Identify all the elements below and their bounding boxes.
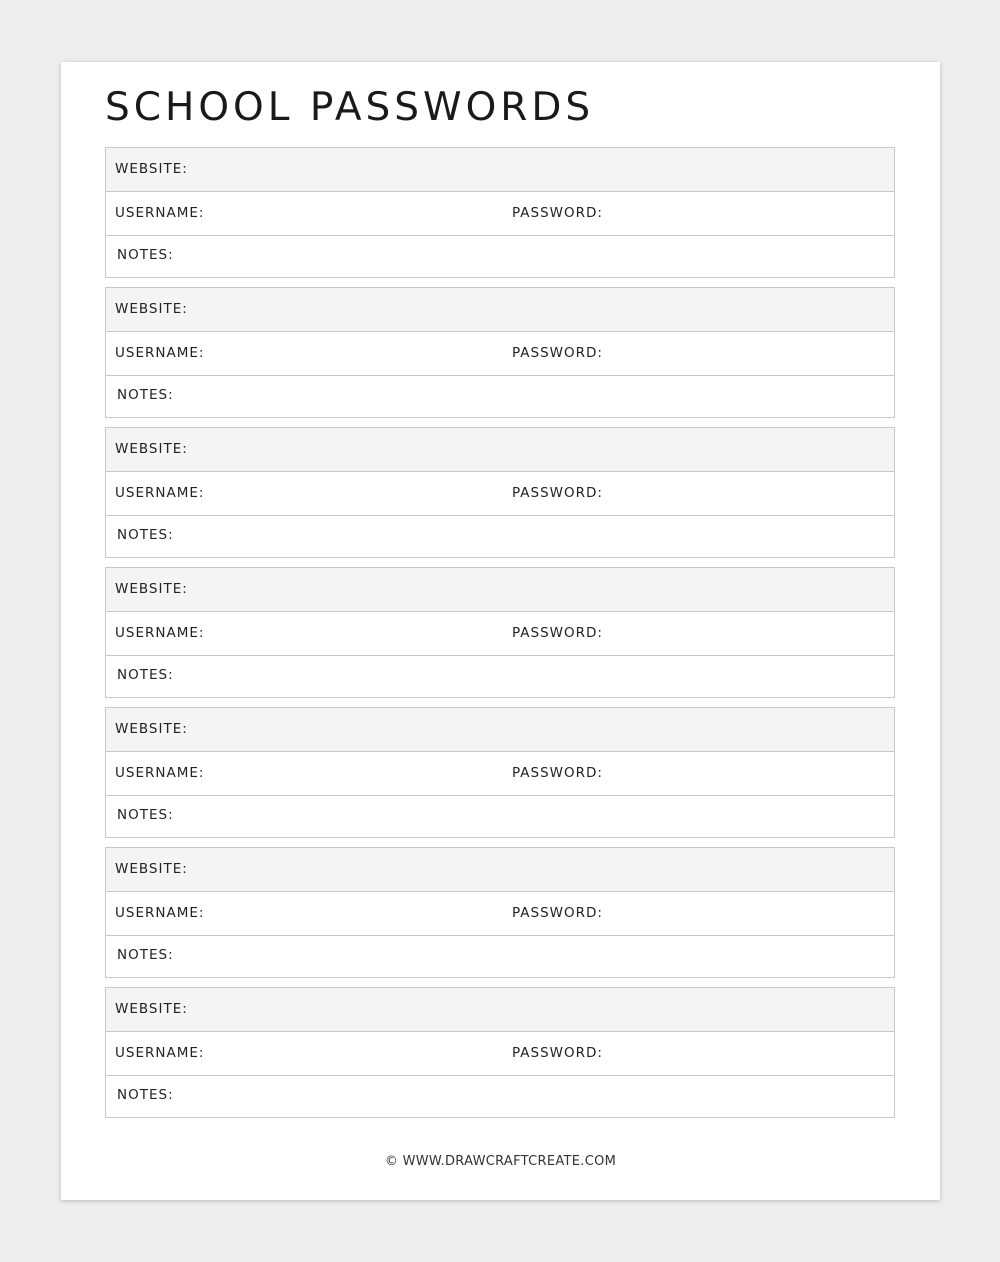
website-label: WEBSITE: — [115, 721, 188, 737]
website-row — [106, 148, 894, 192]
username-label: USERNAME: — [115, 205, 205, 221]
notes-row — [106, 656, 894, 697]
password-entries — [105, 147, 895, 1127]
website-row — [106, 708, 894, 752]
website-label: WEBSITE: — [115, 581, 188, 597]
password-entry — [105, 147, 895, 278]
website-label: WEBSITE: — [115, 161, 188, 177]
notes-label: NOTES: — [117, 1087, 174, 1103]
copyright-footer: © WWW.DRAWCRAFTCREATE.COM — [384, 1154, 617, 1169]
password-label: PASSWORD: — [512, 765, 603, 781]
website-row — [106, 988, 894, 1032]
password-entry — [105, 707, 895, 838]
credentials-row — [106, 192, 894, 236]
notes-label: NOTES: — [117, 807, 174, 823]
website-label: WEBSITE: — [115, 301, 188, 317]
notes-label: NOTES: — [117, 667, 174, 683]
username-label: USERNAME: — [115, 1045, 205, 1061]
password-entry — [105, 567, 895, 698]
username-label: USERNAME: — [115, 345, 205, 361]
website-row — [106, 848, 894, 892]
notes-label: NOTES: — [117, 387, 174, 403]
username-label: USERNAME: — [115, 765, 205, 781]
password-label: PASSWORD: — [512, 1045, 603, 1061]
notes-label: NOTES: — [117, 247, 174, 263]
credentials-row — [106, 612, 894, 656]
website-row — [106, 428, 894, 472]
password-entry — [105, 427, 895, 558]
notes-row — [106, 1076, 894, 1117]
password-entry — [105, 987, 895, 1118]
password-label: PASSWORD: — [512, 485, 603, 501]
credentials-row — [106, 892, 894, 936]
credentials-row — [106, 1032, 894, 1076]
notes-row — [106, 516, 894, 557]
password-label: PASSWORD: — [512, 625, 603, 641]
page-title: SCHOOL PASSWORDS — [105, 85, 595, 130]
username-label: USERNAME: — [115, 905, 205, 921]
password-entry — [105, 287, 895, 418]
password-label: PASSWORD: — [512, 345, 603, 361]
notes-label: NOTES: — [117, 947, 174, 963]
notes-row — [106, 236, 894, 277]
printable-sheet — [61, 62, 940, 1200]
credentials-row — [106, 472, 894, 516]
username-label: USERNAME: — [115, 625, 205, 641]
credentials-row — [106, 332, 894, 376]
website-row — [106, 288, 894, 332]
username-label: USERNAME: — [115, 485, 205, 501]
notes-label: NOTES: — [117, 527, 174, 543]
website-label: WEBSITE: — [115, 861, 188, 877]
notes-row — [106, 376, 894, 417]
notes-row — [106, 796, 894, 837]
notes-row — [106, 936, 894, 977]
website-row — [106, 568, 894, 612]
password-entry — [105, 847, 895, 978]
website-label: WEBSITE: — [115, 1001, 188, 1017]
password-label: PASSWORD: — [512, 905, 603, 921]
credentials-row — [106, 752, 894, 796]
password-label: PASSWORD: — [512, 205, 603, 221]
website-label: WEBSITE: — [115, 441, 188, 457]
